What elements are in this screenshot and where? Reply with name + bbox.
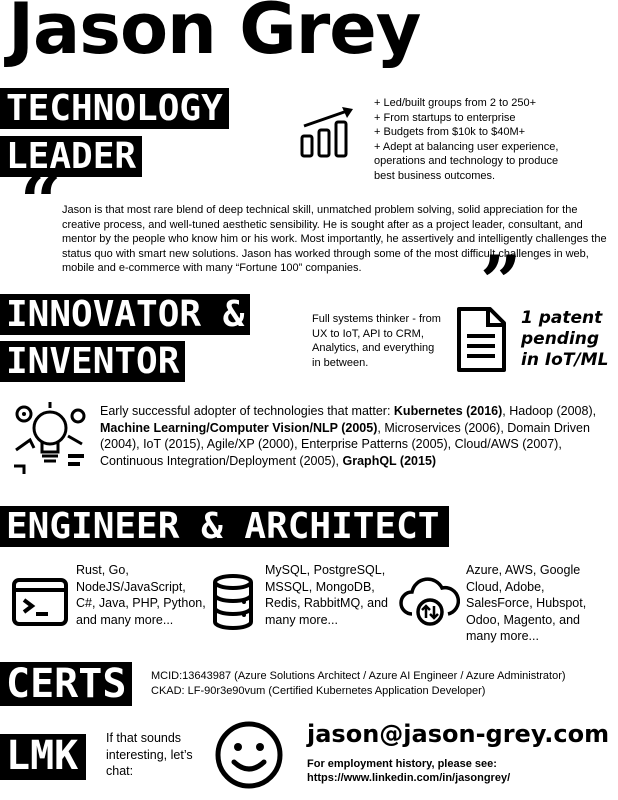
lightbulb-gears-icon [10,400,92,476]
adopter-text-part: Early successful adopter of technologies that matter: [100,404,394,418]
patent-pending-text: 1 patent pending in IoT/ML [521,308,609,370]
tech-bullet: + From startups to enterprise [374,111,516,124]
systems-thinker-text: Full systems thinker - from UX to IoT, API to CRM, Analytics, and everything in between. [312,313,441,369]
heading-lmk: LMK [0,734,86,780]
early-adopter-text [100,403,612,469]
heading-certs: CERTS [0,662,132,706]
email-link[interactable]: jason@jason-grey.com [307,720,610,748]
chat-prompt-text: If that sounds interesting, let’s chat: [106,731,193,778]
adopter-highlight: Kubernetes (2016) [393,404,503,418]
heading-technology: TECHNOLOGY [0,88,229,129]
smiley-face-icon [214,720,284,790]
adopter-highlight: Machine Learning/Computer Vision/NLP (2005) [100,420,378,435]
cert-mcid: MCID:13643987 (Azure Solutions Architect / Azure AI Engineer / Azure Administrator) [151,670,566,682]
languages-text: Rust, Go, NodeJS/JavaScript, C#, Java, PHP, Python, and many more... [76,563,206,627]
linkedin-link[interactable]: https://www.linkedin.com/in/jasongrey/ [307,772,511,784]
adopter-highlight: GraphQL (2015) [342,453,437,468]
heading-engineer-architect: ENGINEER & ARCHITECT [0,506,449,547]
document-icon [454,306,508,374]
cloud-platforms-text: Azure, AWS, Google Cloud, Adobe, SalesForce, Hubspot, Odoo, Magento, and many more... [466,563,587,643]
adopter-text-part: , Microservices (2006), Domain Driven (2004), IoT (2015), Agile/XP (2000), Enterprise Patterns (2005), Cloud/AWS (2007), Continuous Integration/Deployment (2005), [100,420,590,468]
heading-inventor: INVENTOR [0,341,185,382]
terminal-window-icon [12,578,68,626]
heading-leader: LEADER [0,136,142,177]
tech-bullet: + Budgets from $10k to $40M+ [374,126,526,138]
bar-chart-growth-icon [298,104,358,160]
tech-bullet-list [374,96,574,183]
cert-ckad: CKAD: LF-90r3e90vum (Certified Kubernetes Application Developer) [151,685,486,697]
adopter-text-part: , Hadoop (2008), [502,404,597,418]
page-title: Jason Grey [8,0,421,70]
databases-text: MySQL, PostgreSQL, MSSQL, MongoDB, Redis, RabbitMQ, and many more... [265,563,388,627]
close-quote-icon: ” [480,239,522,324]
testimonial-quote: Jason is that most rare blend of deep technical skill, unmatched problem solving, solid appreciation for the creative process, and well-tuned aesthetic sensibility. He is sought after as a project leader, consultant, and mentor by the people who know him or his work. Most importantly, he assertively and intelligently challenges the status quo with smart new solutions. Jason has worked through some of the most difficult challenges in web, mobile and e-commerce with many “Fortune 100” companies. [62,204,607,275]
tech-bullet: + Led/built groups from 2 to 250+ [374,97,537,109]
tech-bullet: + Adept at balancing user experience, operations and technology to produce best business outcomes. [374,140,559,182]
heading-innovator: INNOVATOR & [0,294,250,335]
cloud-sync-icon [398,574,460,628]
employment-history-label: For employment history, please see: [307,758,497,770]
open-quote-icon: “ [20,159,62,244]
database-icon [212,574,254,630]
